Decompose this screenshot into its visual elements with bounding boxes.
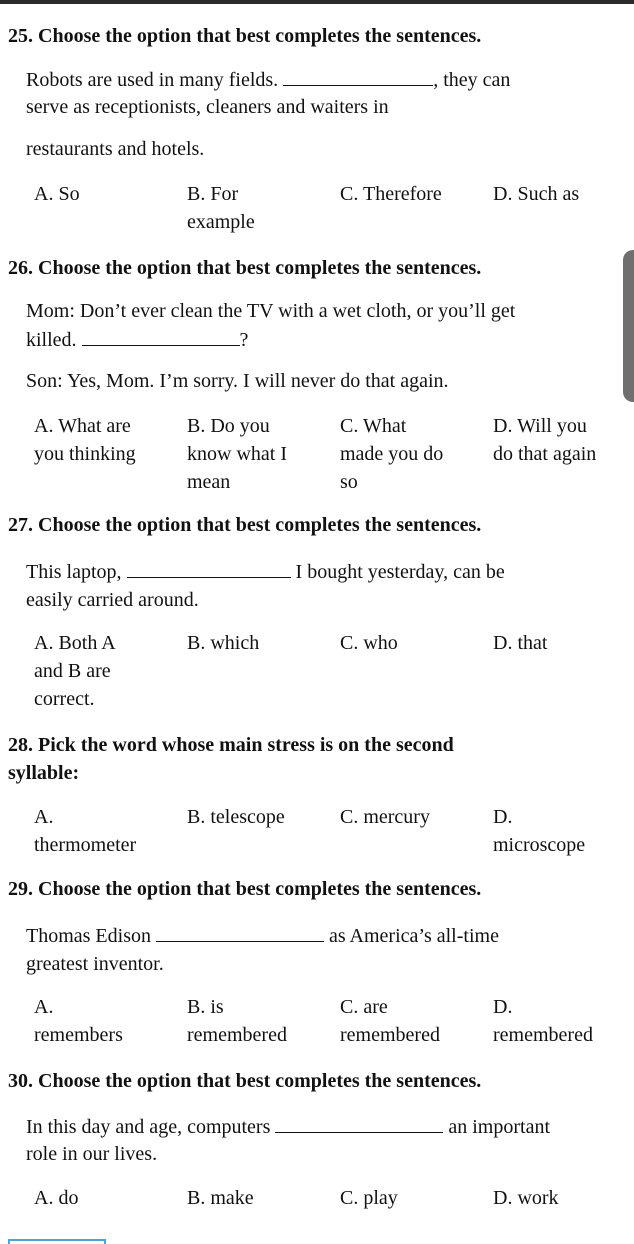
question-text-line: killed. ? xyxy=(26,325,626,354)
option-c[interactable]: C. who xyxy=(340,632,398,654)
answer-blank xyxy=(82,325,240,346)
question-title: 27. Choose the option that best completes the sentences. xyxy=(8,514,482,536)
answer-blank xyxy=(275,1112,443,1133)
question-text-line: Son: Yes, Mom. I’m sorry. I will never do that again. xyxy=(26,370,449,392)
answer-blank xyxy=(283,65,433,86)
top-border xyxy=(0,0,634,4)
option-a[interactable]: A. Both A and B are correct. xyxy=(34,632,116,710)
option-b[interactable]: B. Do you know what I mean xyxy=(187,415,287,493)
option-c[interactable]: C. play xyxy=(340,1187,398,1209)
option-d[interactable]: D. Such as xyxy=(493,183,580,205)
question-text-line: restaurants and hotels. xyxy=(26,138,205,160)
option-b[interactable]: B. For example xyxy=(187,183,255,233)
question-text-line: Thomas Edison as America’s all-time xyxy=(26,921,626,950)
option-b[interactable]: B. telescope xyxy=(187,806,285,828)
option-b[interactable]: B. is remembered xyxy=(187,996,287,1046)
option-a[interactable]: A. do xyxy=(34,1187,79,1209)
answer-blank xyxy=(156,921,324,942)
question-text-line: This laptop, I bought yesterday, can be xyxy=(26,557,626,586)
question-title: 29. Choose the option that best completes the sentences. xyxy=(8,878,482,900)
option-b[interactable]: B. make xyxy=(187,1187,254,1209)
option-d[interactable]: D. work xyxy=(493,1187,559,1209)
option-d[interactable]: D. that xyxy=(493,632,548,654)
option-c[interactable]: C. mercury xyxy=(340,806,430,828)
option-c[interactable]: C. What made you do so xyxy=(340,415,444,493)
option-c[interactable]: C. Therefore xyxy=(340,183,442,205)
option-d[interactable]: D. remembered xyxy=(493,996,593,1046)
question-text-line: Robots are used in many fields. , they can xyxy=(26,65,626,94)
question-title: 28. Pick the word whose main stress is on the second syllable: xyxy=(8,734,454,784)
option-b[interactable]: B. which xyxy=(187,632,260,654)
answer-blank xyxy=(127,557,291,578)
question-title: 25. Choose the option that best completes the sentences. xyxy=(8,25,482,47)
option-a[interactable]: A. What are you thinking xyxy=(34,415,136,465)
question-text-line: easily carried around. xyxy=(26,589,199,611)
option-c[interactable]: C. are remembered xyxy=(340,996,440,1046)
question-title: 26. Choose the option that best completes the sentences. xyxy=(8,257,482,279)
question-text-line: Mom: Don’t ever clean the TV with a wet cloth, or you’ll get xyxy=(26,300,516,322)
question-text-line: In this day and age, computers an important xyxy=(26,1112,626,1141)
bottom-tab-edge[interactable] xyxy=(8,1239,106,1244)
question-text-line: role in our lives. xyxy=(26,1143,158,1165)
question-text-line: serve as receptionists, cleaners and waiters in xyxy=(26,96,389,118)
option-a[interactable]: A. thermometer xyxy=(34,806,137,856)
option-d[interactable]: D. microscope xyxy=(493,806,586,856)
option-a[interactable]: A. So xyxy=(34,183,80,205)
option-d[interactable]: D. Will you do that again xyxy=(493,415,597,465)
option-a[interactable]: A. remembers xyxy=(34,996,123,1046)
question-title: 30. Choose the option that best completes the sentences. xyxy=(8,1070,482,1092)
question-text-line: greatest inventor. xyxy=(26,953,164,975)
